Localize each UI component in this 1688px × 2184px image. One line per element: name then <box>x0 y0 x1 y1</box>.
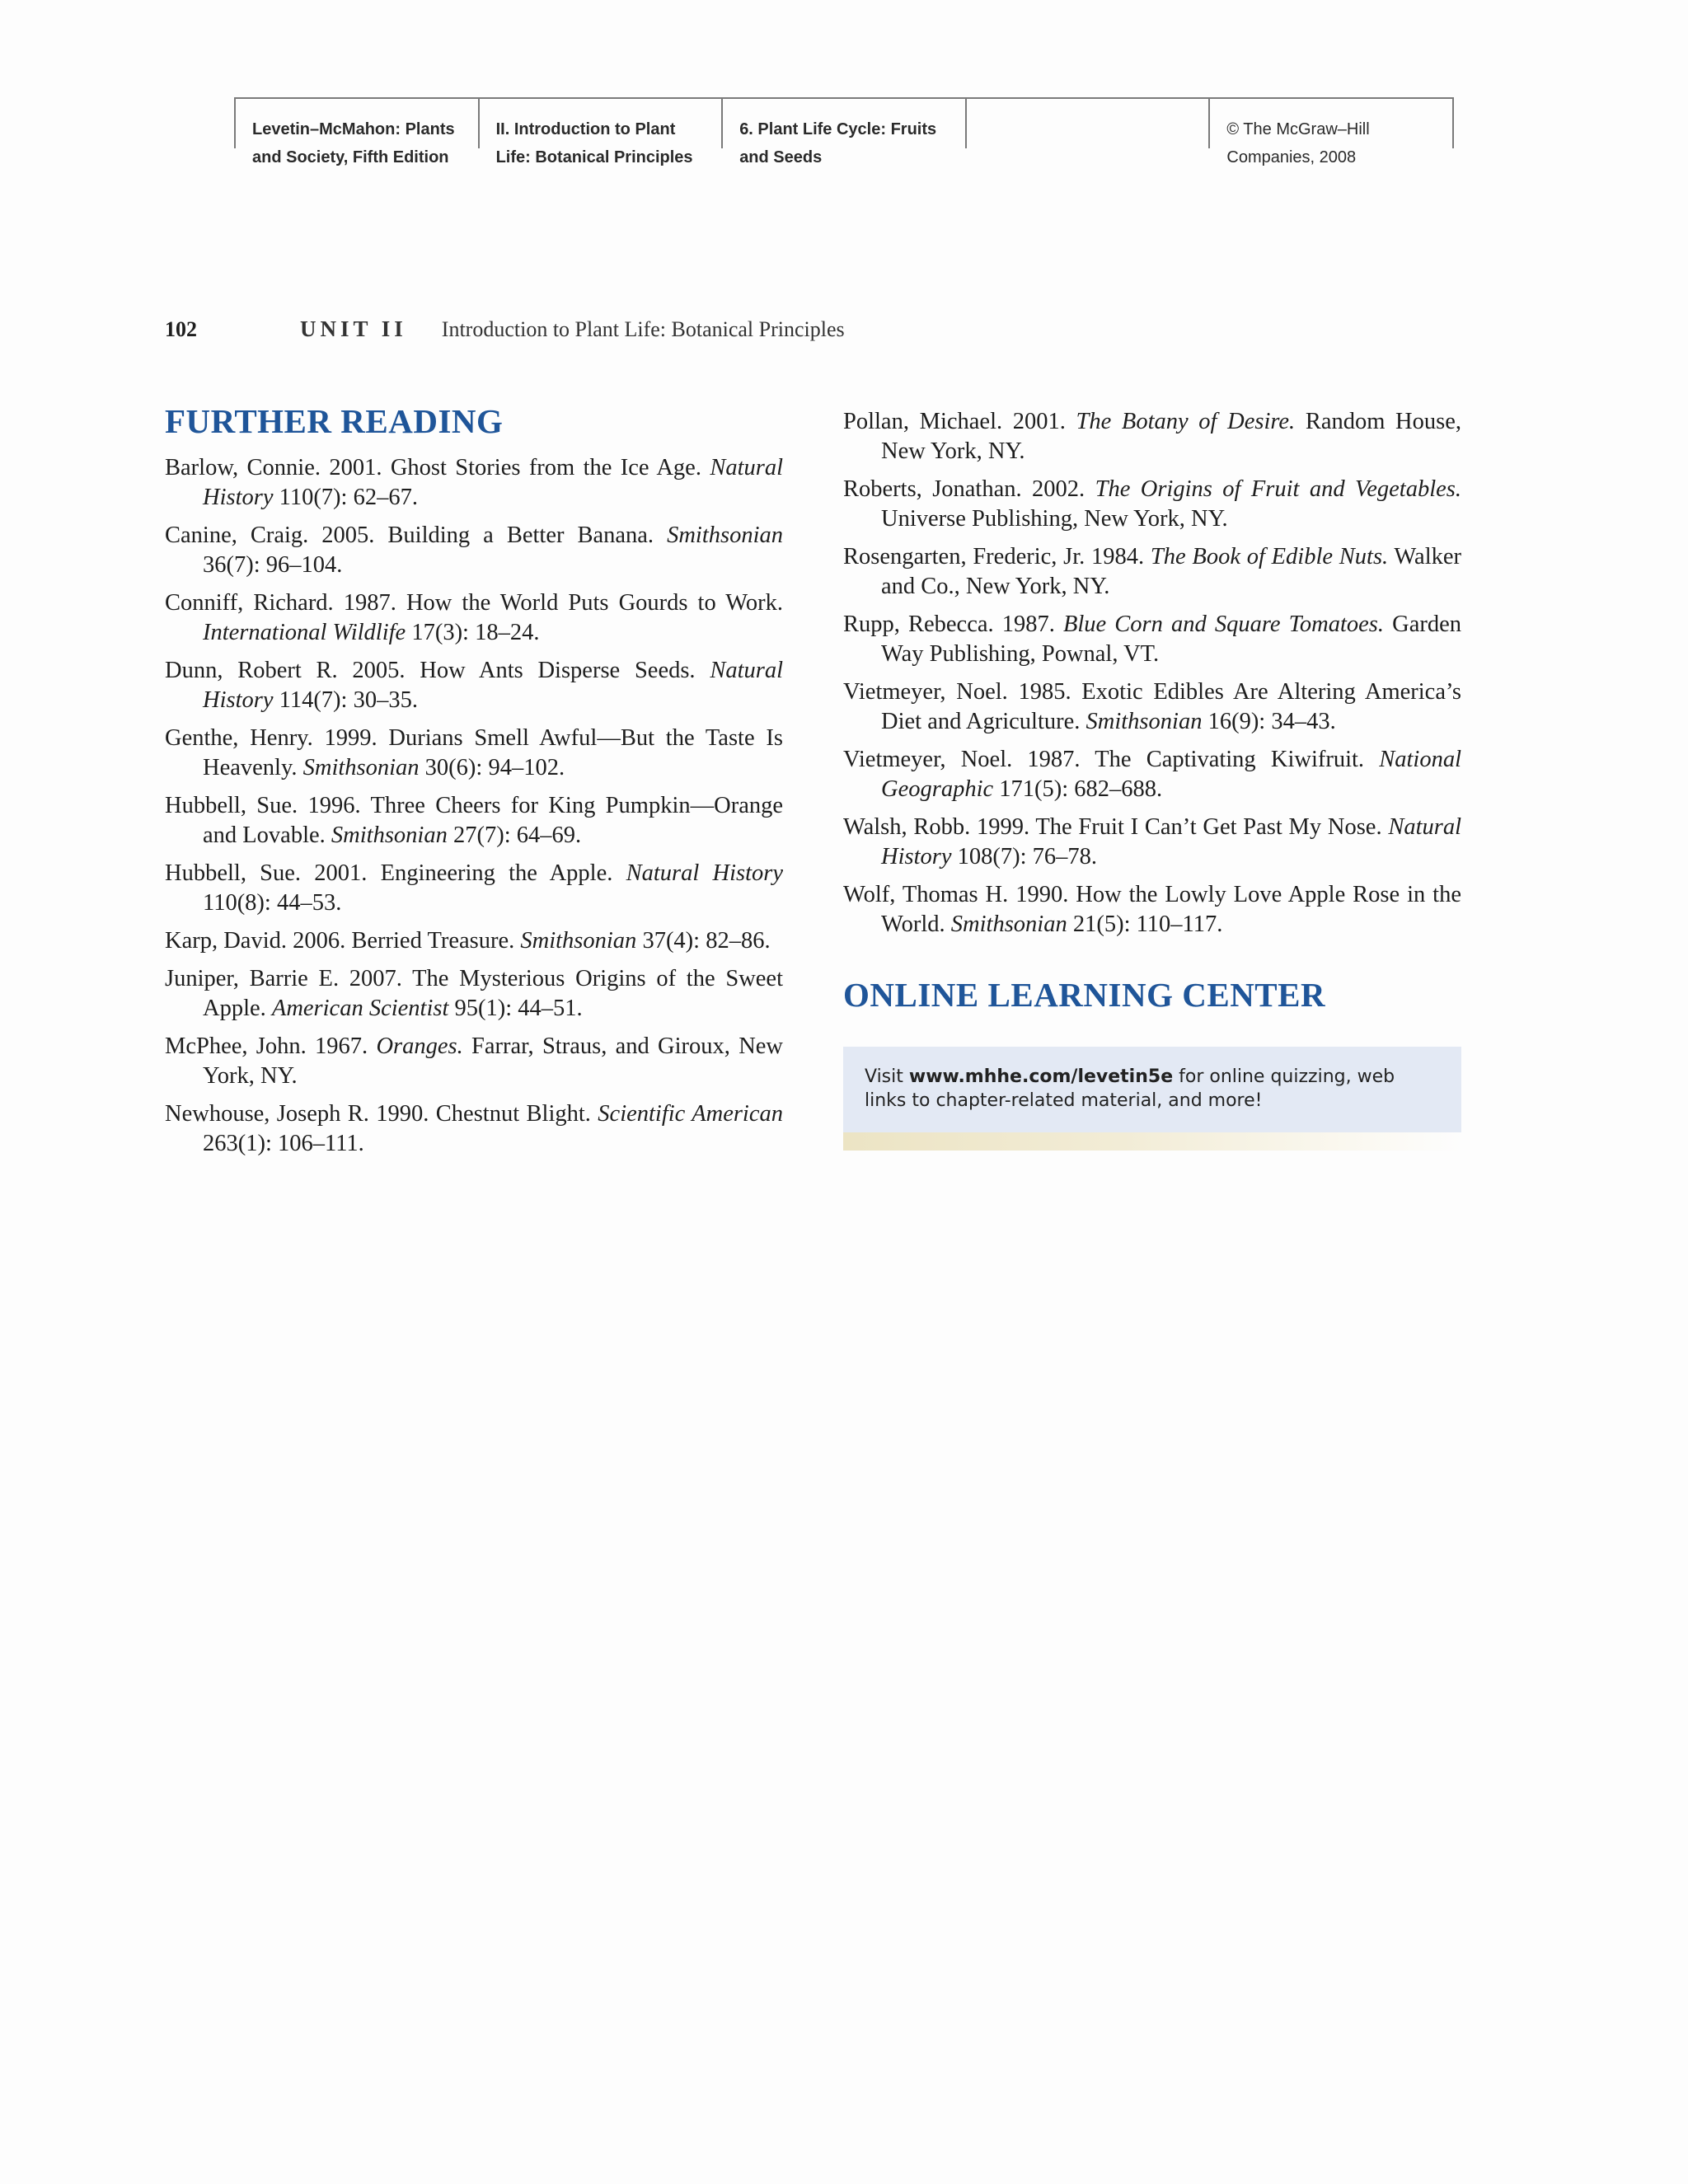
olc-text-after: for online quizzing, web links to chapter-related material, and more! <box>865 1066 1395 1111</box>
unit-title: Introduction to Plant Life: Botanical Principles <box>441 317 845 341</box>
book-header <box>234 97 1454 173</box>
right-column <box>843 407 1461 1151</box>
online-learning-center-box <box>843 1047 1461 1132</box>
reference-item: Wolf, Thomas H. 1990. How the Lowly Love Apple Rose in the World. Smithsonian 21(5): 110–117. <box>843 882 1461 937</box>
header-cell-part <box>478 99 722 166</box>
header-book-line1: Levetin–McMahon: Plants <box>252 120 455 138</box>
online-learning-center-heading: ONLINE LEARNING CENTER <box>843 976 1326 1014</box>
running-head <box>165 316 845 342</box>
olc-text-before: Visit <box>865 1066 909 1087</box>
reference-item: Vietmeyer, Noel. 1987. The Captivating Kiwifruit. National Geographic 171(5): 682–688. <box>843 747 1461 802</box>
header-cell-chapter <box>721 99 965 166</box>
page-number: 102 <box>165 317 197 341</box>
header-chapter-line1: 6. Plant Life Cycle: Fruits <box>739 120 937 138</box>
header-part-line1: II. Introduction to Plant <box>495 120 676 138</box>
reference-item: Dunn, Robert R. 2005. How Ants Disperse Seeds. Natural History 114(7): 30–35. <box>165 658 783 713</box>
header-book-line2: and Society, Fifth Edition <box>252 148 449 166</box>
reference-item: Canine, Craig. 2005. Building a Better Banana. Smithsonian 36(7): 96–104. <box>165 523 783 578</box>
reference-item: Karp, David. 2006. Berried Treasure. Smithsonian 37(4): 82–86. <box>165 928 771 954</box>
olc-decorative-bar <box>843 1132 1461 1151</box>
reference-item: Pollan, Michael. 2001. The Botany of Desire. Random House, New York, NY. <box>843 409 1461 464</box>
reference-item: Walsh, Robb. 1999. The Fruit I Can’t Get Past My Nose. Natural History 108(7): 76–78. <box>843 814 1461 869</box>
header-cell-empty <box>965 99 1209 148</box>
header-cell-copyright <box>1208 99 1454 166</box>
header-part-line2: Life: Botanical Principles <box>495 148 693 166</box>
reference-item: Barlow, Connie. 2001. Ghost Stories from the Ice Age. Natural History 110(7): 62–67. <box>165 455 783 510</box>
header-copyright-line1: © The McGraw–Hill <box>1226 120 1370 138</box>
reference-item: Hubbell, Sue. 1996. Three Cheers for King Pumpkin—Orange and Lovable. Smithsonian 27(7): 64–69. <box>165 793 783 848</box>
reference-item: Rosengarten, Frederic, Jr. 1984. The Book of Edible Nuts. Walker and Co., New York, NY. <box>843 544 1461 599</box>
reference-item: Rupp, Rebecca. 1987. Blue Corn and Square Tomatoes. Garden Way Publishing, Pownal, VT. <box>843 612 1461 667</box>
olc-url-link[interactable]: www.mhhe.com/levetin5e <box>908 1066 1174 1087</box>
reference-item: Conniff, Richard. 1987. How the World Puts Gourds to Work. International Wildlife 17(3): 18–24. <box>165 590 783 645</box>
unit-label: UNIT II <box>300 316 407 341</box>
reference-item: Newhouse, Joseph R. 1990. Chestnut Blight. Scientific American 263(1): 106–111. <box>165 1101 784 1156</box>
reference-item: McPhee, John. 1967. Oranges. Farrar, Straus, and Giroux, New York, NY. <box>165 1033 784 1089</box>
reference-item: Vietmeyer, Noel. 1985. Exotic Edibles Are Altering America’s Diet and Agriculture. Smithsonian 16(9): 34–43. <box>843 679 1461 734</box>
header-chapter-line2: and Seeds <box>739 148 823 166</box>
left-column <box>165 401 783 1167</box>
reference-item: Hubbell, Sue. 2001. Engineering the Apple. Natural History 110(8): 44–53. <box>165 860 784 916</box>
reference-list-right <box>843 407 1461 940</box>
reference-list-left <box>165 453 783 1159</box>
reference-item: Roberts, Jonathan. 2002. The Origins of Fruit and Vegetables. Universe Publishing, New York, NY. <box>843 476 1462 532</box>
reference-item: Juniper, Barrie E. 2007. The Mysterious Origins of the Sweet Apple. American Scientist 95(1): 44–51. <box>165 966 783 1021</box>
further-reading-heading: FURTHER READING <box>165 402 504 440</box>
header-copyright-line2: Companies, 2008 <box>1226 148 1357 166</box>
header-cell-book <box>234 99 478 166</box>
reference-item: Genthe, Henry. 1999. Durians Smell Awful—But the Taste Is Heavenly. Smithsonian 30(6): 94–102. <box>165 725 783 780</box>
